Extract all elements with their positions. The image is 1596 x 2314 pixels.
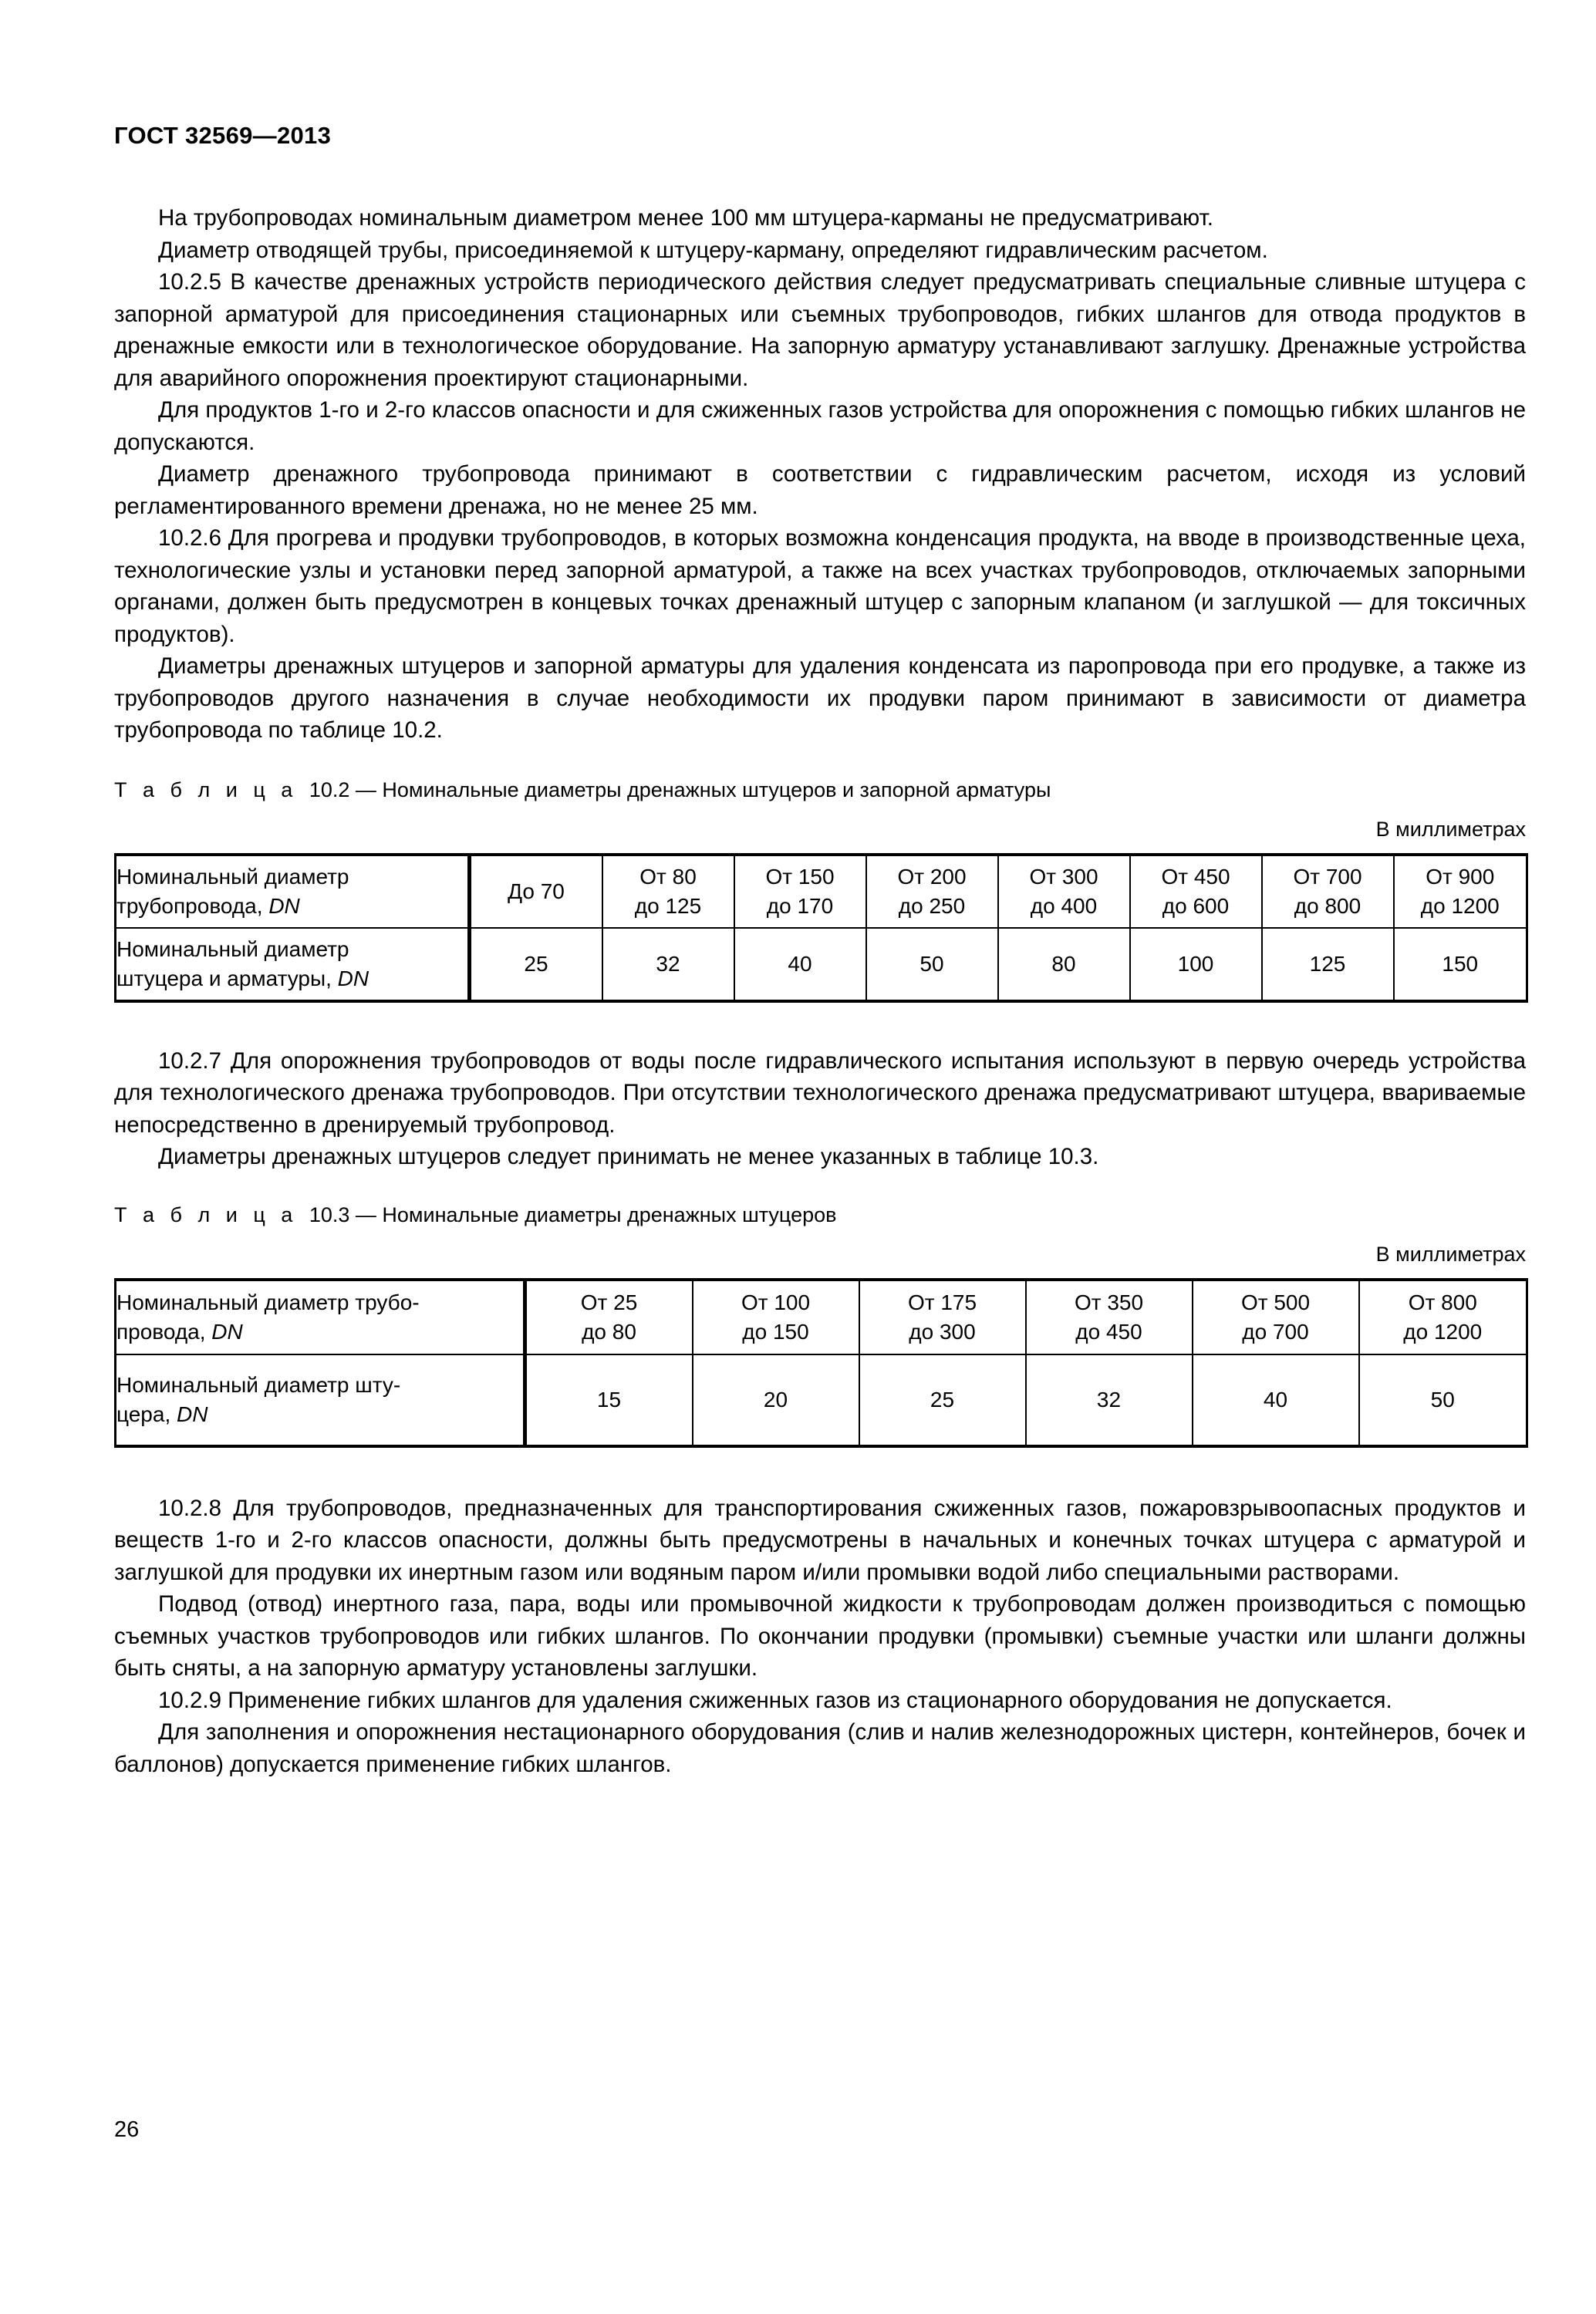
- dn-symbol: DN: [337, 966, 369, 990]
- range-to: до 250: [898, 893, 966, 918]
- value-cell: 32: [602, 928, 734, 1001]
- page-number: 26: [114, 2117, 140, 2142]
- page-title: ГОСТ 32569—2013: [114, 122, 332, 149]
- paragraph-10-2-8: 10.2.8 Для трубопроводов, предназначенных для транспортирования сжиженных газов, пожаровзрывоопасных продуктов и веществ 1-го и 2-го классов опасности, должны быть предусмотрены в начальных и конечных точках штуцера с арматурой и заглушкой для продувки их инертным газом или водяным паром и/или промывки водой либо специальными растворами.: [114, 1495, 1526, 1585]
- row-header-line-2: [116, 1400, 525, 1429]
- range-cell: [859, 1280, 1026, 1354]
- range-from: До 70: [508, 879, 565, 903]
- row-header-line-2: [116, 1317, 525, 1347]
- range-to: до 800: [1294, 893, 1361, 918]
- range-cell: [526, 1280, 693, 1354]
- row-header-line-2: [116, 892, 470, 921]
- value-cell: 125: [1262, 928, 1394, 1001]
- range-cell: [1130, 855, 1262, 928]
- dn-symbol: DN: [268, 893, 300, 918]
- value-cell: 150: [1394, 928, 1527, 1001]
- range-to: до 450: [1075, 1319, 1142, 1344]
- row-header-cell: [116, 855, 471, 928]
- paragraph: На трубопроводах номинальным диаметром менее 100 мм штуцера-карманы не предусматривают.: [158, 205, 1213, 231]
- range-cell: [602, 855, 734, 928]
- table-10-2: [114, 853, 1528, 1003]
- table-10-3-units: В миллиметрах: [1375, 1242, 1526, 1266]
- table-row: [116, 1354, 1527, 1446]
- range-to: до 1200: [1403, 1319, 1483, 1344]
- table-row: [116, 928, 1527, 1001]
- row-header-line-1: Номинальный диаметр: [116, 864, 349, 889]
- paragraph: Диаметр отводящей трубы, присоединяемой к штуцеру-карману, определяют гидравлическим расчетом.: [158, 237, 1268, 263]
- paragraph: Диаметры дренажных штуцеров и запорной арматуры для удаления конденсата из паропровода при его продувке, а также из трубопроводов другого назначения в случае необходимости их продувки паром принимают в зависимости от диаметра трубопровода по таблице 10.2.: [114, 653, 1526, 743]
- table-row: [116, 855, 1527, 928]
- range-from: От 500: [1240, 1290, 1311, 1314]
- table-caption-title: Номинальные диаметры дренажных штуцеров: [382, 1203, 837, 1226]
- range-to: до 400: [1030, 893, 1098, 918]
- value-cell: 25: [859, 1354, 1026, 1446]
- table-10-2-caption: [114, 776, 1526, 804]
- value-cell: 100: [1130, 928, 1262, 1001]
- range-from: От 200: [897, 864, 967, 889]
- paragraph-10-2-9: 10.2.9 Применение гибких шлангов для удаления сжиженных газов из стационарного оборудования не допускается.: [158, 1687, 1392, 1713]
- range-cell: [866, 855, 998, 928]
- value-cell: 32: [1026, 1354, 1193, 1446]
- range-to: до 300: [909, 1319, 976, 1344]
- dn-symbol: DN: [211, 1319, 243, 1344]
- table-caption-dash: —: [355, 778, 376, 801]
- value-cell: 20: [693, 1354, 859, 1446]
- range-cell: [1026, 1280, 1193, 1354]
- row-header-line-2-text: цера,: [116, 1402, 177, 1426]
- range-to: до 600: [1162, 893, 1230, 918]
- paragraph-10-2-5: 10.2.5 В качестве дренажных устройств периодического действия следует предусматривать специальные сливные штуцера с запорной арматурой для присоединения стационарных или съемных трубопроводов, гибких шлангов для отвода продуктов в дренажные емкости или в технологическое оборудование. На запорную арматуру устанавливают заглушку. Дренажные устройства для аварийного опорожнения проектируют стационарными.: [114, 269, 1526, 391]
- range-to: до 700: [1242, 1319, 1309, 1344]
- range-from: От 25: [580, 1290, 638, 1314]
- document-body: [114, 202, 1526, 1780]
- paragraph: Диаметры дренажных штуцеров следует принимать не менее указанных в таблице 10.3.: [158, 1144, 1099, 1169]
- table-caption-number: 10.3: [309, 1203, 350, 1226]
- dn-symbol: DN: [177, 1402, 208, 1426]
- row-header-line-2-text: штуцера и арматуры,: [116, 966, 338, 990]
- range-cell: [693, 1280, 859, 1354]
- range-cell: [998, 855, 1130, 928]
- table-10-3-caption: [114, 1201, 1526, 1229]
- range-cell: [471, 855, 602, 928]
- range-from: От 450: [1161, 864, 1230, 889]
- paragraph-10-2-6: 10.2.6 Для прогрева и продувки трубопроводов, в которых возможна конденсация продукта, на вводе в производственные цеха, технологические узлы и установки перед запорной арматурой, а также на всех участках трубопроводов, отключаемых запорными органами, должен быть предусмотрен в концевых точках дренажный штуцер с запорным клапаном (и заглушкой — для токсичных продуктов).: [114, 525, 1526, 647]
- row-header-line-1: Номинальный диаметр: [116, 936, 349, 961]
- row-header-line-2-text: трубопровода,: [116, 893, 269, 918]
- table-caption-dash: —: [355, 1203, 376, 1226]
- range-cell: [1193, 1280, 1359, 1354]
- range-cell: [1394, 855, 1527, 928]
- table-10-3-wrapper: [114, 1278, 1526, 1448]
- range-cell: [1262, 855, 1394, 928]
- table-row: [116, 1280, 1527, 1354]
- paragraph: Для продуктов 1-го и 2-го классов опасности и для сжиженных газов устройства для опорожнения с помощью гибких шлангов не допускаются.: [114, 397, 1526, 455]
- row-header-cell: [116, 928, 471, 1001]
- range-from: От 300: [1029, 864, 1098, 889]
- row-header-cell: [116, 1280, 526, 1354]
- table-caption-word: Т а б л и ц а: [114, 1203, 298, 1226]
- table-10-3: [114, 1278, 1528, 1448]
- range-cell: [1359, 1280, 1527, 1354]
- value-cell: 15: [526, 1354, 693, 1446]
- paragraph-10-2-7: 10.2.7 Для опорожнения трубопроводов от воды после гидравлического испытания используют в первую очередь устройства для технологического дренажа трубопроводов. При отсутствии технологического дренажа предусматривают штуцера, ввариваемые непосредственно в дренируемый трубопровод.: [114, 1047, 1526, 1138]
- paragraph: Для заполнения и опорожнения нестационарного оборудования (слив и налив железнодорожных цистерн, контейнеров, бочек и баллонов) допускается применение гибких шлангов.: [114, 1719, 1526, 1777]
- row-header-line-2: [116, 964, 470, 993]
- range-to: до 125: [634, 893, 702, 918]
- range-from: От 175: [907, 1290, 977, 1314]
- range-from: От 350: [1074, 1290, 1144, 1314]
- value-cell: 40: [1193, 1354, 1359, 1446]
- value-cell: 80: [998, 928, 1130, 1001]
- paragraph: Диаметр дренажного трубопровода принимают в соответствии с гидравлическим расчетом, исходя из условий регламентированного времени дренажа, но не менее 25 мм.: [114, 461, 1526, 519]
- value-cell: 25: [471, 928, 602, 1001]
- value-cell: 40: [734, 928, 866, 1001]
- table-10-2-wrapper: [114, 853, 1526, 1003]
- value-cell: 50: [866, 928, 998, 1001]
- range-from: От 150: [765, 864, 835, 889]
- value-cell: 50: [1359, 1354, 1527, 1446]
- table-10-2-units: В миллиметрах: [1375, 817, 1526, 841]
- range-to: до 1200: [1420, 893, 1500, 918]
- range-from: От 100: [741, 1290, 811, 1314]
- row-header-line-2-text: провода,: [116, 1319, 212, 1344]
- range-to: до 170: [766, 893, 834, 918]
- row-header-line-1: Номинальный диаметр шту-: [116, 1372, 401, 1397]
- range-from: От 700: [1293, 864, 1362, 889]
- table-caption-title: Номинальные диаметры дренажных штуцеров и запорной арматуры: [382, 778, 1051, 801]
- range-from: От 80: [639, 864, 697, 889]
- range-from: От 900: [1426, 864, 1495, 889]
- table-caption-word: Т а б л и ц а: [114, 778, 298, 801]
- range-to: до 80: [582, 1319, 636, 1344]
- row-header-cell: [116, 1354, 526, 1446]
- range-cell: [734, 855, 866, 928]
- range-to: до 150: [742, 1319, 809, 1344]
- paragraph: Подвод (отвод) инертного газа, пара, воды или промывочной жидкости к трубопроводам должен производиться с помощью съемных участков трубопроводов или гибких шлангов. По окончании продувки (промывки) съемные участки или шланги должны быть сняты, а на запорную арматуру установлены заглушки.: [114, 1591, 1526, 1681]
- row-header-line-1: Номинальный диаметр трубо-: [116, 1290, 420, 1314]
- table-caption-number: 10.2: [309, 778, 350, 801]
- range-from: От 800: [1408, 1290, 1477, 1314]
